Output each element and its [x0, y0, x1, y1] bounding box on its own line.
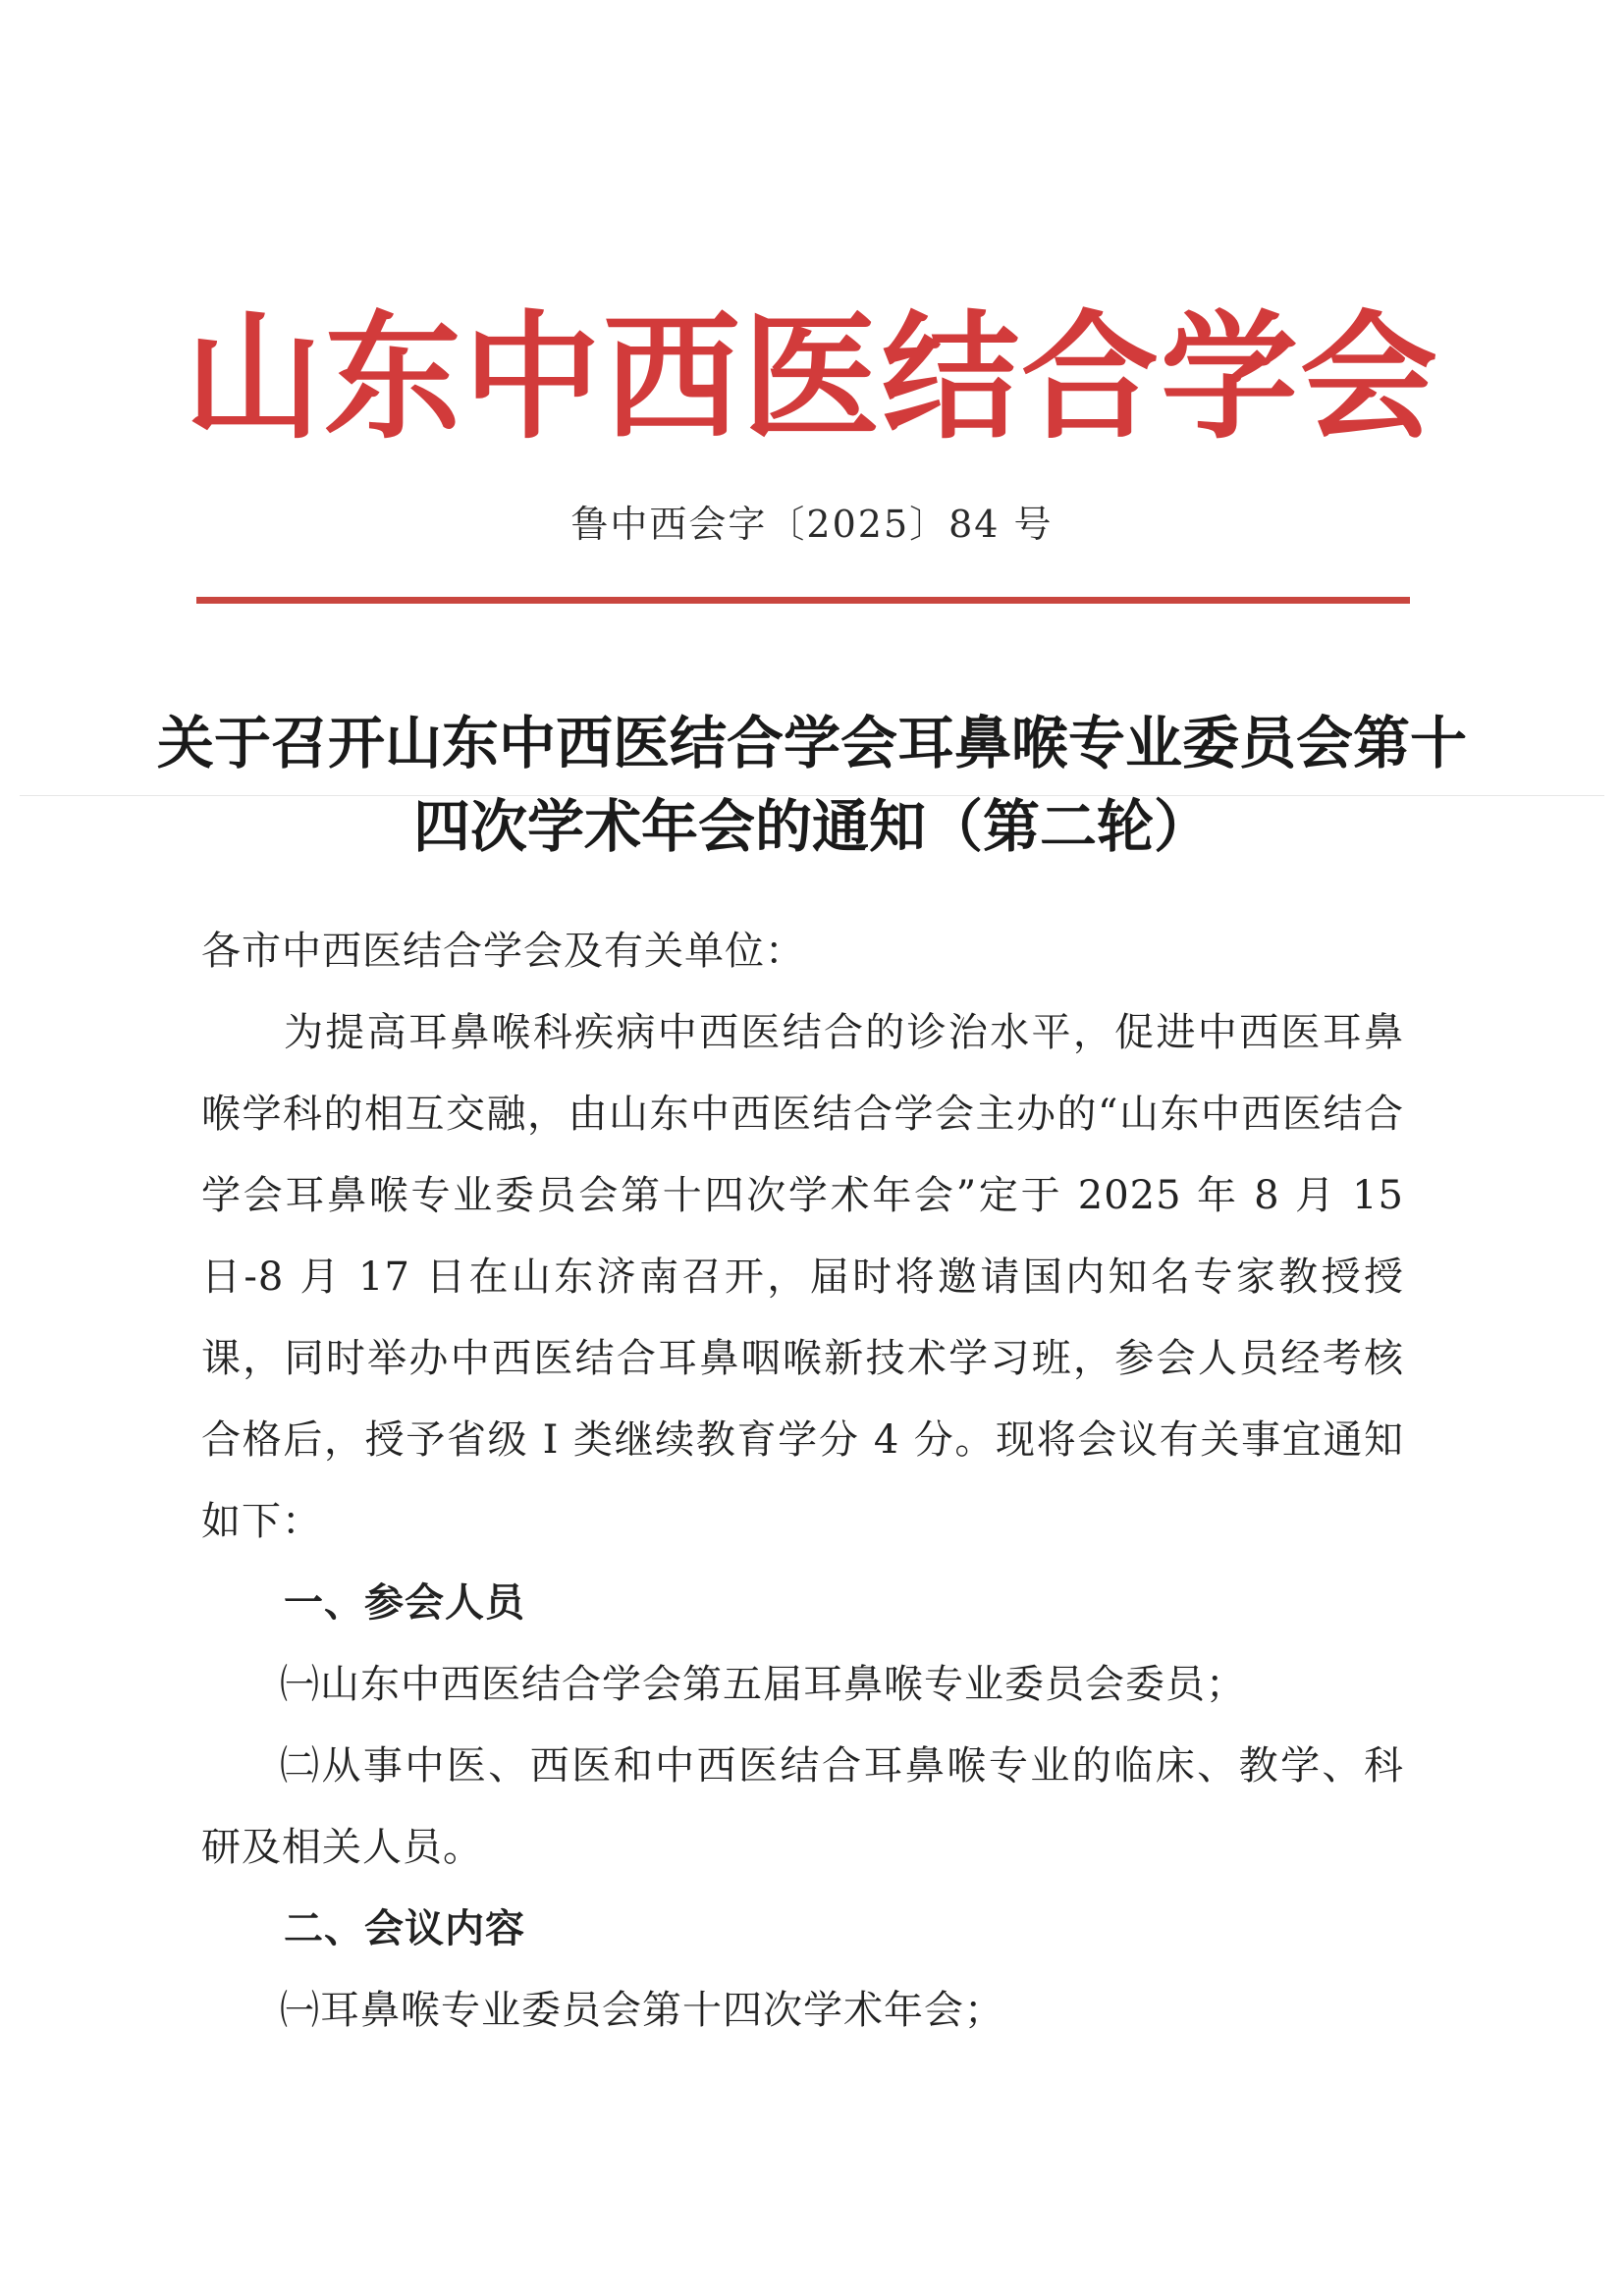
letterhead-divider [196, 597, 1410, 604]
section-heading-attendees: 一、参会人员 [284, 1580, 525, 1626]
attendee-item: ㈡从事中医、西医和中西医结合耳鼻喉专业的临床、教学、科研及相关人员。 [201, 1743, 1404, 1870]
content-item: ㈠耳鼻喉专业委员会第十四次学术年会； [280, 1988, 1004, 2033]
notice-body [201, 911, 1404, 2052]
salutation: 各市中西医结合学会及有关单位： [201, 929, 805, 974]
document-number: 鲁中西会字〔2025〕84 号 [570, 503, 1054, 546]
notice-title: 关于召开山东中西医结合学会耳鼻喉专业委员会第十四次学术年会的通知（第二轮） [156, 710, 1467, 860]
attendee-item: ㈠山东中西医结合学会第五届耳鼻喉专业委员会委员； [280, 1662, 1246, 1707]
intro-paragraph: 为提高耳鼻喉科疾病中西医结合的诊治水平，促进中西医耳鼻喉学科的相互交融，由山东中西医结合学会主办的“山东中西医结合学会耳鼻喉专业委员会第十四次学术年会”定于 2025 年 8 月 15 日-8 月 17 日在山东济南召开，届时将邀请国内知名专家教授授课，同时举办中西医结合耳鼻咽喉新技术学习班，参会人员经考核合格后，授予省级 I 类继续教育学分 4 分。现将会议有关事宜通知如下： [201, 1010, 1404, 1544]
section-heading-content: 二、会议内容 [284, 1906, 525, 1951]
letterhead-title: 山东中西医结合学会 [184, 297, 1439, 458]
